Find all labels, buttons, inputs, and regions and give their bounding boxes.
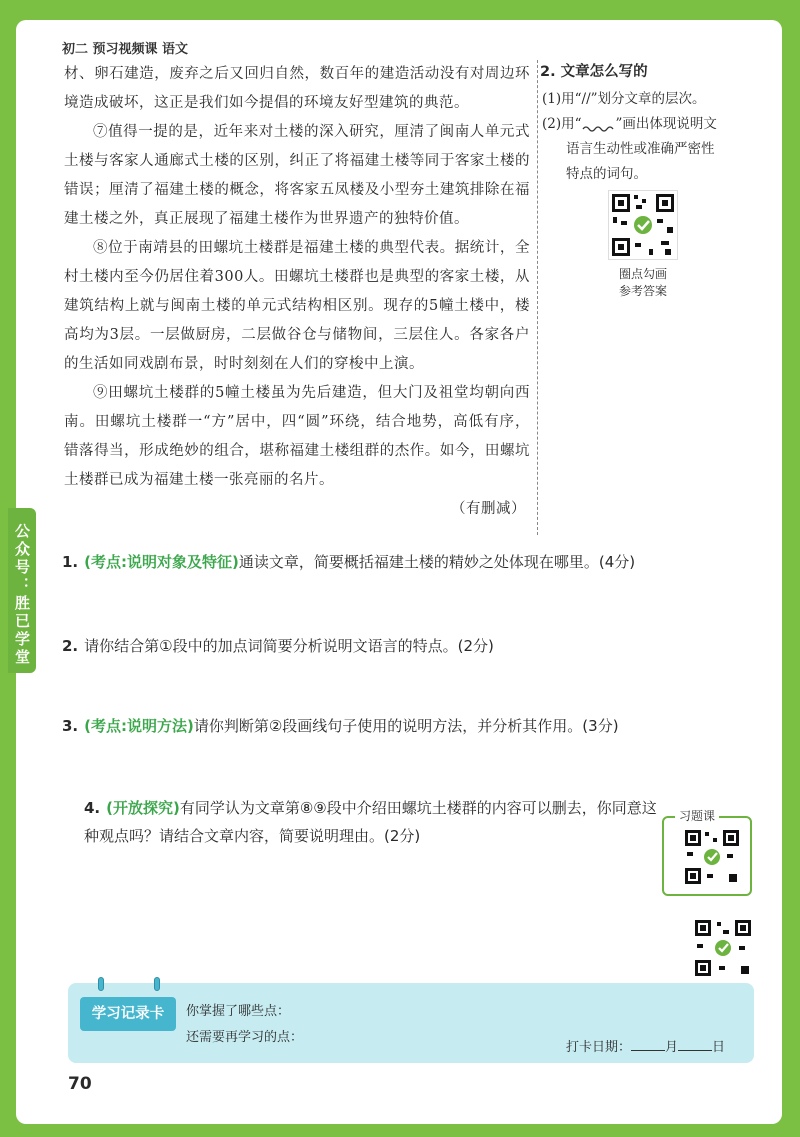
question-tag: (考点:说明方法) bbox=[84, 717, 194, 735]
day-label: 日 bbox=[712, 1040, 726, 1055]
question-text: 通读文章，简要概括福建土楼的精妙之处体现在哪里。(4分) bbox=[238, 553, 636, 571]
question-number: 3. bbox=[62, 717, 79, 735]
sidebar-item-1: (1)用“//”划分文章的层次。 bbox=[542, 91, 706, 107]
question-4 bbox=[84, 794, 664, 850]
page-number: 70 bbox=[68, 1074, 92, 1094]
month-label: 月 bbox=[665, 1040, 679, 1055]
pin-icon bbox=[98, 977, 104, 991]
question-text: 请你判断第②段画线句子使用的说明方法，并分析其作用。(3分) bbox=[193, 717, 619, 735]
source-note: （有删减） bbox=[451, 501, 526, 517]
qr-caption-2: 参考答案 bbox=[618, 284, 667, 298]
sidebar-item-2 bbox=[540, 112, 776, 137]
column-divider bbox=[537, 60, 538, 535]
card-title: 学习记录卡 bbox=[80, 997, 176, 1031]
paragraph-9: ⑨田螺坑土楼群的5幢土楼虽为先后建造，但大门及祖堂均朝向西南。田螺坑土楼群一“方”居中，四“圆”环绕，结合地势，高低有序，错落得当，形成绝妙的组合，堪称福建土楼组群的杰作。如今，田螺坑土楼群已成为福建土楼一张亮丽的名片。 bbox=[64, 385, 530, 488]
day-blank[interactable] bbox=[678, 1039, 712, 1051]
sidebar-item-2-b: ”画出体现说明文 bbox=[615, 116, 717, 132]
question-tag: (开放探究) bbox=[106, 799, 180, 817]
page bbox=[13, 20, 782, 1124]
question-text: 有同学认为文章第⑧⑨段中介绍田螺坑土楼群的内容可以删去，你同意这种观点吗？请结合文章内容，简要说明理由。(2分) bbox=[84, 799, 657, 845]
card-mastered-label: 你掌握了哪些点： bbox=[186, 1004, 291, 1019]
qr-code-icon bbox=[683, 828, 741, 886]
question-3 bbox=[62, 712, 702, 740]
paragraph-7: ⑦值得一提的是，近年来对土楼的深入研究，厘清了闽南人单元式土楼与客家人通廊式土楼的区别，纠正了将福建土楼等同于客家土楼的错误；厘清了福建土楼的概念，将客家五凤楼及小型夯土建筑排除在福建土楼之外，真正展现了福建土楼作为世界遗产的独特价值。 bbox=[64, 124, 530, 227]
wavy-line-icon bbox=[582, 119, 616, 131]
page-header: 初二 预习视频课 语文 bbox=[62, 42, 189, 57]
paragraph-1: 材、卵石建造，废弃之后又回归自然，数百年的建造活动没有对周边环境造成破坏，这正是我们如今提倡的环境友好型建筑的典范。 bbox=[64, 66, 530, 111]
question-number: 1. bbox=[62, 553, 79, 571]
question-tag: (考点:说明对象及特征) bbox=[84, 553, 239, 571]
month-blank[interactable] bbox=[631, 1039, 665, 1051]
sidebar-item-2-d: 特点的词句。 bbox=[566, 166, 647, 182]
question-number: 2. bbox=[62, 637, 79, 655]
side-tab: 公众号：胜已学堂 bbox=[8, 508, 36, 673]
exercise-qr-label: 习题课 bbox=[675, 807, 719, 824]
answer-qr[interactable] bbox=[608, 190, 678, 300]
pin-icon bbox=[154, 977, 160, 991]
sidebar-item-2-a: (2)用“ bbox=[542, 116, 582, 132]
question-number: 4. bbox=[84, 799, 101, 817]
checkin-date bbox=[566, 1036, 725, 1055]
qr-code-icon bbox=[693, 918, 753, 978]
question-1 bbox=[62, 548, 702, 576]
qr-code-icon bbox=[608, 190, 678, 260]
checkin-date-label: 打卡日期： bbox=[566, 1040, 632, 1055]
question-2 bbox=[62, 632, 702, 660]
sidebar-item-2-c: 语言生动性或准确严密性 bbox=[566, 141, 715, 157]
sidebar bbox=[540, 60, 776, 187]
paragraph-8: ⑧位于南靖县的田螺坑土楼群是福建土楼的典型代表。据统计，全村土楼内至今仍居住着300人。田螺坑土楼群也是典型的客家土楼，从建筑结构上就与闽南土楼的单元式结构相区别。现存的5幢土楼中，楼高均为3层。一层做厨房，二层做谷仓与储物间，三层住人。各家各户的生活如同戏剧布景，时时刻刻在人们的穿梭中上演。 bbox=[64, 240, 530, 372]
study-record-card bbox=[68, 983, 754, 1063]
card-review-label: 还需要再学习的点： bbox=[186, 1030, 304, 1045]
qr-caption-1: 圈点勾画 bbox=[618, 267, 667, 281]
sidebar-heading: 2. 文章怎么写的 bbox=[540, 64, 648, 80]
exercise-qr[interactable] bbox=[683, 828, 741, 890]
question-text: 请你结合第①段中的加点词简要分析说明文语言的特点。(2分) bbox=[84, 637, 494, 655]
article bbox=[64, 60, 530, 524]
